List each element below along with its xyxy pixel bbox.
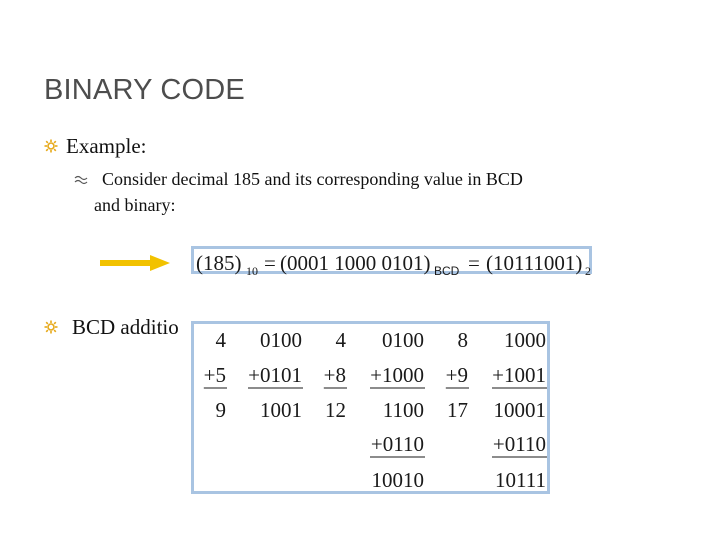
formula-lhs: (185) bbox=[196, 251, 242, 275]
bcd-addition-table bbox=[191, 321, 550, 494]
table-cell-r3-c3: +0110 bbox=[370, 432, 424, 456]
table-cell-r1-c3: +1000 bbox=[370, 363, 424, 387]
table-cell-r1-c0: +5 bbox=[203, 363, 226, 387]
table-cell-r1-c2: +8 bbox=[323, 363, 346, 387]
formula-bin-sub: 2 bbox=[585, 264, 591, 277]
sub-bullet-line-1: Consider decimal 185 and its corresponding value in BCD bbox=[102, 169, 523, 189]
bullet-example-text: Example: bbox=[66, 134, 147, 158]
table-cell-r2-c5: 10001 bbox=[493, 398, 546, 422]
wave-bullet-icon bbox=[74, 173, 90, 185]
formula-bcd: (0001 1000 0101) bbox=[280, 251, 431, 275]
sun-bullet-icon bbox=[44, 320, 58, 334]
formula-bcd-sub: BCD bbox=[434, 264, 460, 277]
table-cell-r0-c1: 0100 bbox=[260, 328, 302, 352]
table-cell-r1-c1: +0101 bbox=[248, 363, 302, 387]
table-cell-r2-c3: 1100 bbox=[382, 398, 424, 422]
bullet-bcd-addition-text: BCD additio bbox=[72, 315, 179, 339]
table-cell-r2-c0: 9 bbox=[215, 398, 226, 422]
table-cell-r1-c4: +9 bbox=[445, 363, 468, 387]
sub-bullet-line-2: and binary: bbox=[94, 195, 176, 215]
table-cell-r1-c5: +1001 bbox=[492, 363, 546, 387]
formula-eq2: = bbox=[468, 251, 480, 275]
table-cell-r2-c4: 17 bbox=[447, 398, 468, 422]
table-cell-r4-c3: 10010 bbox=[371, 468, 424, 492]
yellow-arrow-icon bbox=[100, 254, 172, 272]
table-cell-r0-c0: 4 bbox=[215, 328, 226, 352]
formula-bin: (10111001) bbox=[486, 251, 583, 275]
formula-box bbox=[191, 246, 592, 277]
formula-eq1: = bbox=[264, 251, 276, 275]
formula-lhs-sub: 10 bbox=[246, 264, 258, 277]
table-cell-r4-c5: 10111 bbox=[495, 468, 546, 492]
table-cell-r2-c2: 12 bbox=[325, 398, 346, 422]
table-cell-r0-c3: 0100 bbox=[382, 328, 424, 352]
slide-title: BINARY CODE bbox=[44, 74, 245, 106]
sun-bullet-icon bbox=[44, 139, 58, 153]
table-cell-r3-c5: +0110 bbox=[492, 432, 546, 456]
table-cell-r0-c5: 1000 bbox=[504, 328, 546, 352]
table-cell-r0-c2: 4 bbox=[335, 328, 346, 352]
table-cell-r0-c4: 8 bbox=[457, 328, 468, 352]
table-cell-r2-c1: 1001 bbox=[260, 398, 302, 422]
